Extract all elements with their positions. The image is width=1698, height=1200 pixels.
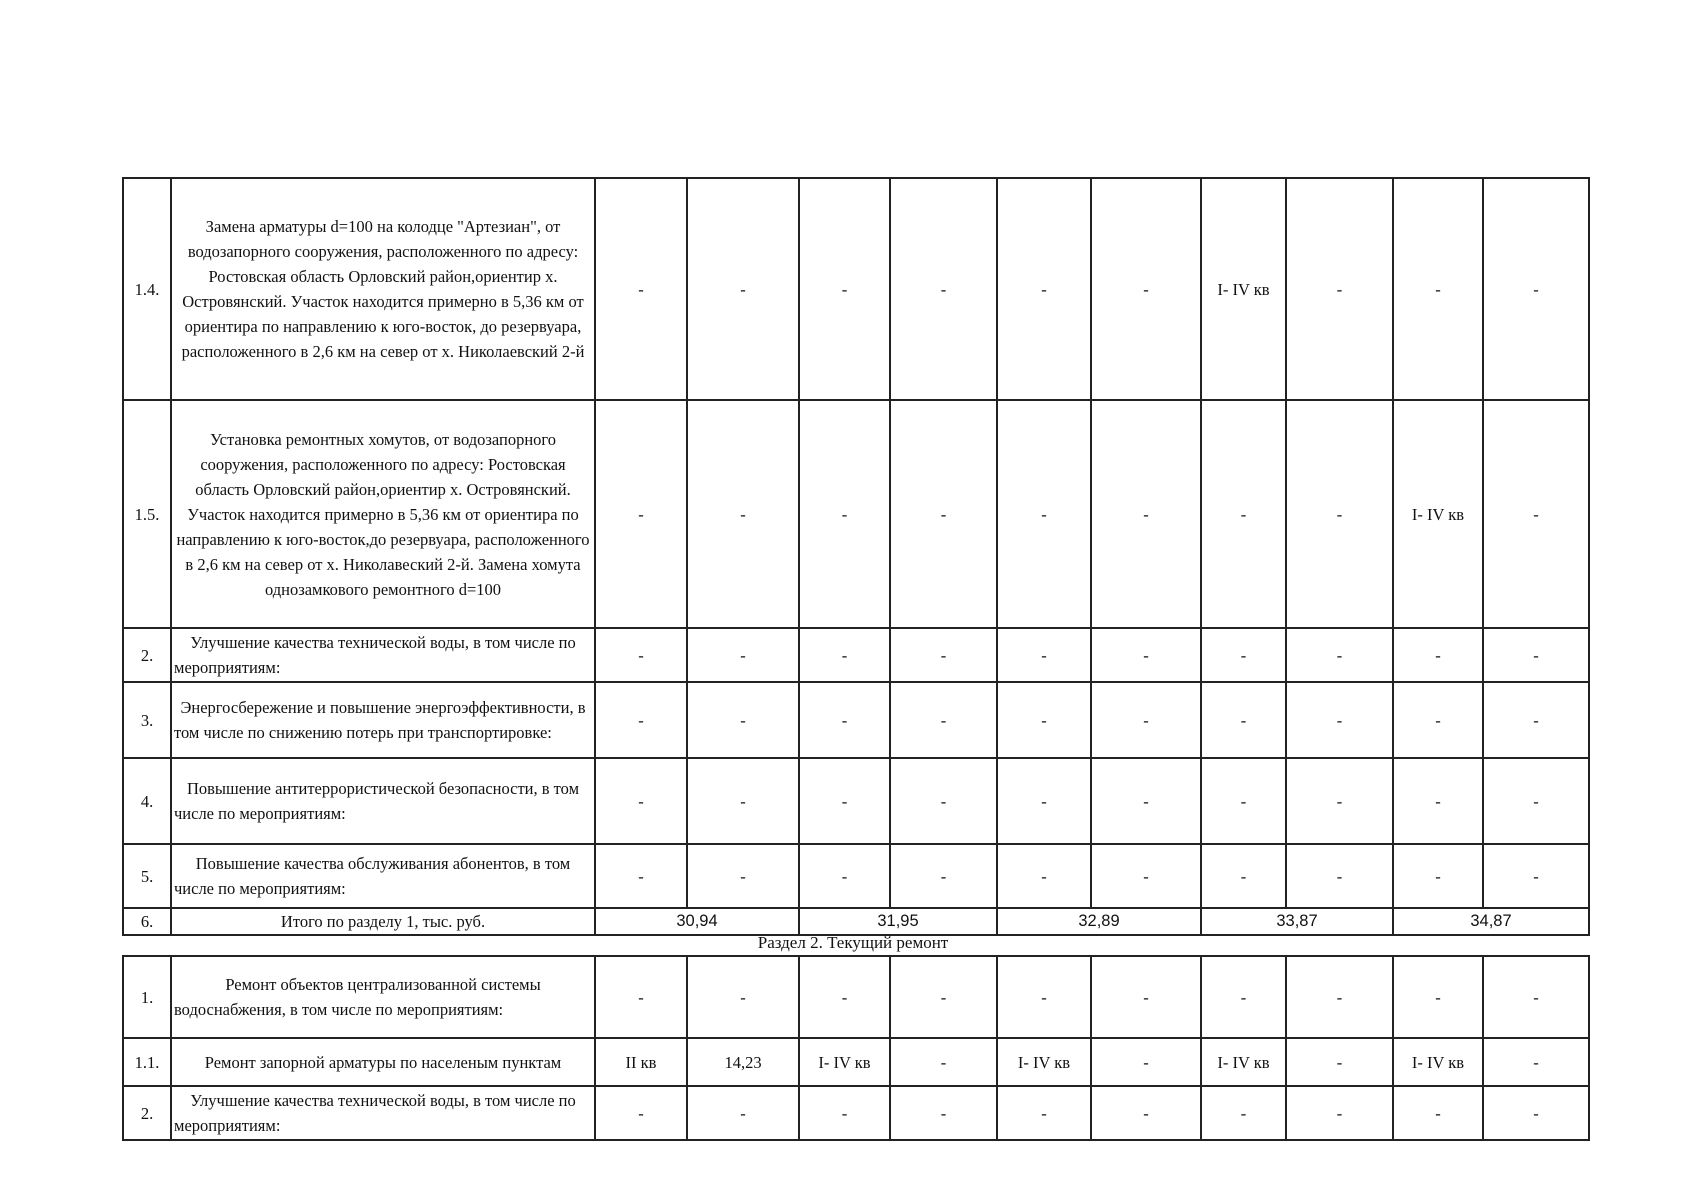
total-value: 30,94	[595, 908, 799, 935]
cell: -	[1286, 628, 1393, 682]
cell: -	[799, 844, 890, 908]
cell: -	[1483, 1086, 1589, 1140]
cell: -	[1483, 400, 1589, 628]
cell: -	[595, 628, 687, 682]
cell: -	[1393, 1086, 1483, 1140]
cell: -	[1393, 628, 1483, 682]
cell: -	[890, 956, 997, 1038]
cell: I- IV кв	[1201, 1038, 1286, 1086]
cell: -	[799, 956, 890, 1038]
cell: -	[1483, 844, 1589, 908]
cell: -	[890, 682, 997, 758]
cell: I- IV кв	[1201, 178, 1286, 400]
table-row	[123, 844, 1589, 908]
row-description: Установка ремонтных хомутов, от водозапорного сооружения, расположенного по адресу: Ростовская область Орловский район,ориентир х. Островянский. Участок находится примерно в 5,36 км от ориентира по направлению к юго-восток,до резервуара, расположенного в 2,6 км на север от х. Николавеский 2-й. Замена хомута однозамкового ремонтного d=100	[171, 400, 595, 628]
cell: -	[1483, 178, 1589, 400]
table-row	[123, 956, 1589, 1038]
cell: -	[799, 1086, 890, 1140]
cell: I- IV кв	[997, 1038, 1091, 1086]
cell: -	[1201, 1086, 1286, 1140]
cell: -	[687, 956, 799, 1038]
cell: -	[595, 682, 687, 758]
cell: -	[890, 844, 997, 908]
cell: -	[1286, 1038, 1393, 1086]
cell: -	[997, 758, 1091, 844]
row-number: 3.	[123, 682, 171, 758]
cell: -	[687, 178, 799, 400]
cell: -	[1091, 844, 1201, 908]
row-number: 6.	[123, 908, 171, 935]
row-number: 2.	[123, 1086, 171, 1140]
cell: -	[687, 400, 799, 628]
cell: -	[997, 178, 1091, 400]
cell: I- IV кв	[1393, 1038, 1483, 1086]
cell: -	[997, 1086, 1091, 1140]
table-row	[123, 758, 1589, 844]
cell: -	[799, 758, 890, 844]
cell: -	[687, 628, 799, 682]
cell: -	[1483, 1038, 1589, 1086]
cell: -	[1201, 628, 1286, 682]
row-number: 1.1.	[123, 1038, 171, 1086]
cell: -	[1393, 178, 1483, 400]
total-row	[123, 908, 1589, 935]
cell: -	[595, 1086, 687, 1140]
cell: -	[1286, 682, 1393, 758]
cell: -	[799, 628, 890, 682]
total-value: 32,89	[997, 908, 1201, 935]
table-row	[123, 1086, 1589, 1140]
cell: -	[1091, 956, 1201, 1038]
cell: -	[1201, 956, 1286, 1038]
cell: -	[1091, 178, 1201, 400]
cell: -	[595, 178, 687, 400]
cell: -	[1091, 628, 1201, 682]
row-description: Улучшение качества технической воды, в том числе по мероприятиям:	[171, 628, 595, 682]
cell: -	[687, 682, 799, 758]
section2-table	[122, 955, 1590, 1141]
cell: -	[1201, 682, 1286, 758]
cell: -	[997, 682, 1091, 758]
cell: -	[1091, 400, 1201, 628]
section1-table	[122, 177, 1590, 936]
table-row	[123, 178, 1589, 400]
table-row	[123, 400, 1589, 628]
cell: -	[1393, 682, 1483, 758]
row-description: Повышение качества обслуживания абонентов, в том числе по мероприятиям:	[171, 844, 595, 908]
cell: -	[595, 956, 687, 1038]
row-number: 2.	[123, 628, 171, 682]
total-value: 31,95	[799, 908, 997, 935]
row-description: Ремонт запорной арматуры по населеным пунктам	[171, 1038, 595, 1086]
cell: -	[799, 400, 890, 628]
cell: -	[1286, 400, 1393, 628]
cell: -	[890, 178, 997, 400]
section-title: Раздел 2. Текущий ремонт	[757, 933, 949, 952]
row-description: Улучшение качества технической воды, в том числе по мероприятиям:	[171, 1086, 595, 1140]
cell: 14,23	[687, 1038, 799, 1086]
cell: -	[1483, 956, 1589, 1038]
cell: -	[997, 844, 1091, 908]
table-row	[123, 682, 1589, 758]
cell: -	[799, 178, 890, 400]
cell: -	[997, 956, 1091, 1038]
row-description: Замена арматуры d=100 на колодце "Артезиан", от водозапорного сооружения, расположенного по адресу: Ростовская область Орловский район,ориентир х. Островянский. Участок находится примерно в 5,36 км от ориентира по направлению к юго-восток, до резервуара, расположенного в 2,6 км на север от х. Николаевский 2-й	[171, 178, 595, 400]
cell: -	[1091, 1086, 1201, 1140]
cell: -	[890, 1038, 997, 1086]
cell: -	[1201, 400, 1286, 628]
cell: -	[1483, 682, 1589, 758]
cell: -	[1483, 628, 1589, 682]
total-label: Итого по разделу 1, тыс. руб.	[171, 908, 595, 935]
cell: -	[1286, 956, 1393, 1038]
cell: -	[1091, 758, 1201, 844]
cell: -	[687, 1086, 799, 1140]
row-description: Энергосбережение и повышение энергоэффективности, в том числе по снижению потерь при транспортировке:	[171, 682, 595, 758]
cell: II кв	[595, 1038, 687, 1086]
total-value: 34,87	[1393, 908, 1589, 935]
cell: -	[1201, 844, 1286, 908]
cell: -	[997, 400, 1091, 628]
cell: -	[1393, 956, 1483, 1038]
cell: -	[595, 844, 687, 908]
table-row	[123, 628, 1589, 682]
cell: -	[595, 758, 687, 844]
cell: -	[1483, 758, 1589, 844]
row-number: 1.	[123, 956, 171, 1038]
cell: -	[890, 628, 997, 682]
cell: -	[890, 400, 997, 628]
cell: -	[1286, 178, 1393, 400]
row-number: 5.	[123, 844, 171, 908]
table-row	[123, 1038, 1589, 1086]
cell: -	[1091, 1038, 1201, 1086]
row-description: Повышение антитеррористической безопасности, в том числе по мероприятиям:	[171, 758, 595, 844]
cell: -	[1393, 844, 1483, 908]
cell: -	[1201, 758, 1286, 844]
cell: -	[890, 1086, 997, 1140]
cell: -	[687, 844, 799, 908]
row-description: Ремонт объектов централизованной системы водоснабжения, в том числе по мероприятиям:	[171, 956, 595, 1038]
total-value: 33,87	[1201, 908, 1393, 935]
row-number: 1.4.	[123, 178, 171, 400]
cell: -	[595, 400, 687, 628]
cell: I- IV кв	[799, 1038, 890, 1086]
cell: -	[1286, 844, 1393, 908]
cell: -	[799, 682, 890, 758]
row-number: 4.	[123, 758, 171, 844]
cell: -	[1286, 758, 1393, 844]
cell: -	[1286, 1086, 1393, 1140]
cell: -	[687, 758, 799, 844]
cell: -	[1091, 682, 1201, 758]
cell: -	[1393, 758, 1483, 844]
cell: -	[997, 628, 1091, 682]
row-number: 1.5.	[123, 400, 171, 628]
cell: -	[890, 758, 997, 844]
cell: I- IV кв	[1393, 400, 1483, 628]
